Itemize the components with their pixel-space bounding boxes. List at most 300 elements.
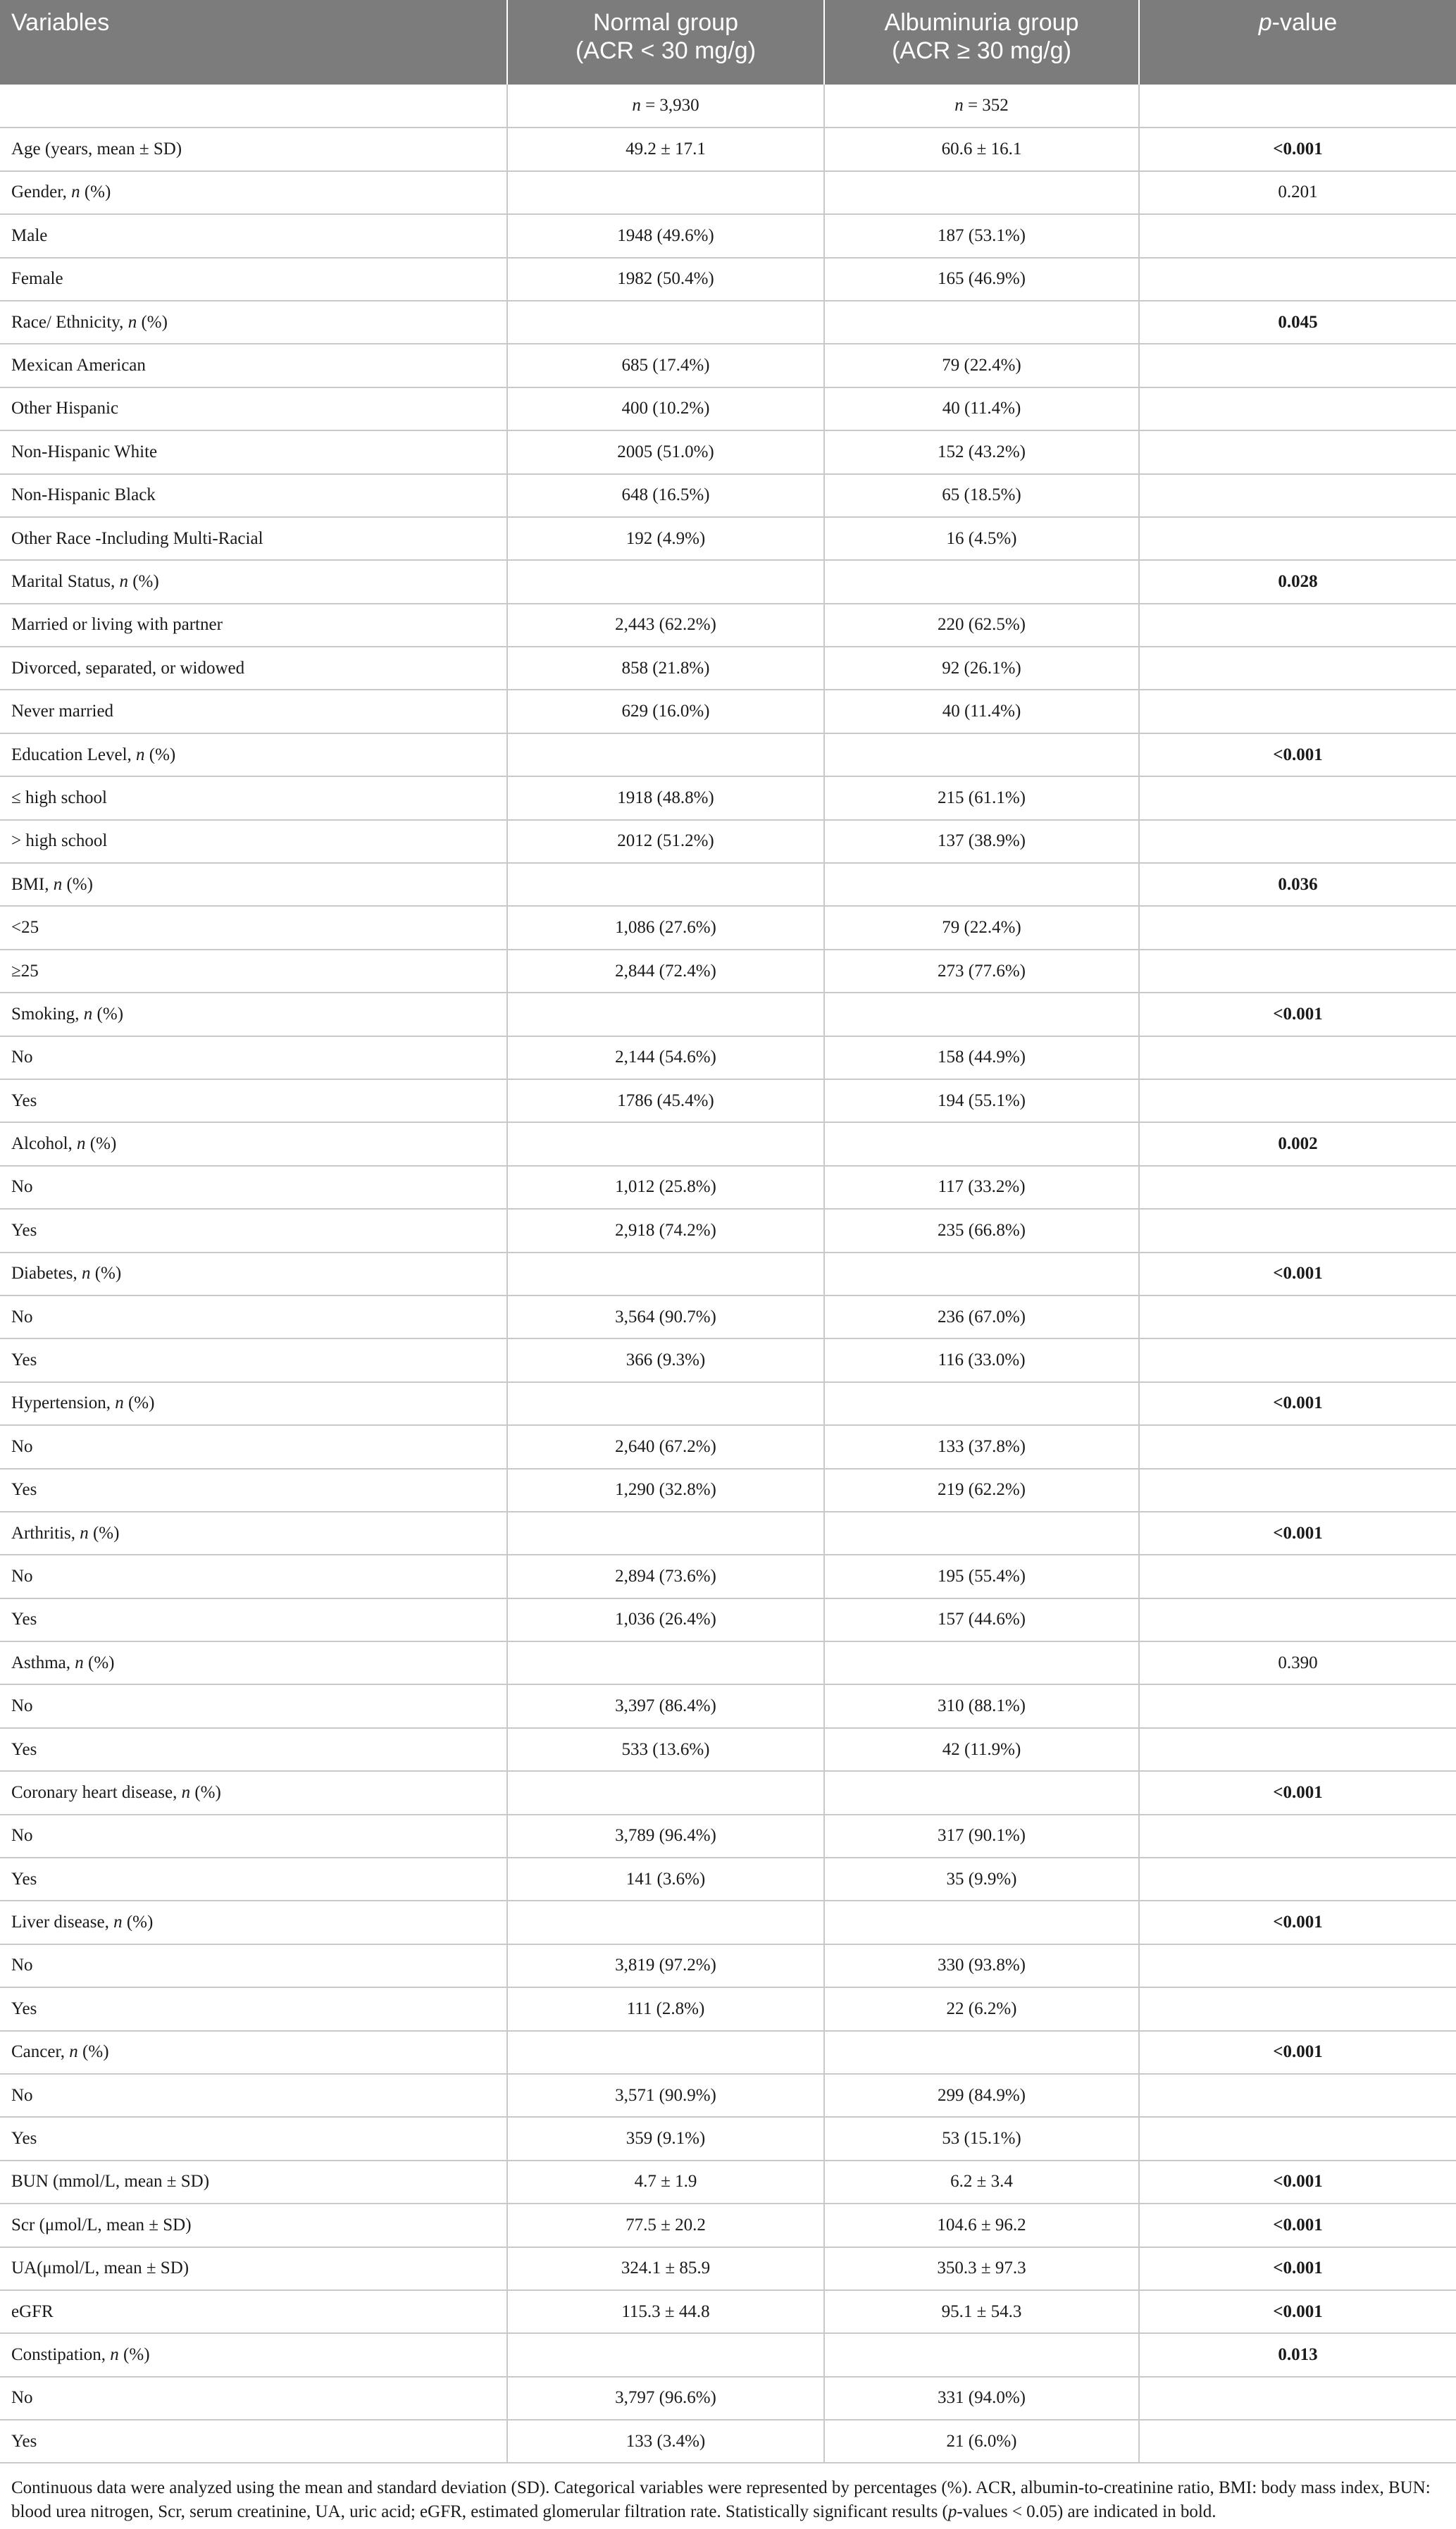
- variable-n-italic: n: [80, 1523, 89, 1543]
- cell-p-value: [1139, 1166, 1456, 1209]
- cell-normal-group: 3,819 (97.2%): [507, 1944, 824, 1987]
- cell-albuminuria-group: 152 (43.2%): [824, 430, 1139, 473]
- header-albuminuria-group: [824, 0, 1139, 85]
- variable-suffix: (%): [92, 1004, 124, 1024]
- cell-albuminuria-group: 219 (62.2%): [824, 1469, 1139, 1512]
- cell-albuminuria-group: 60.6 ± 16.1: [824, 128, 1139, 170]
- cell-albuminuria-group: 53 (15.1%): [824, 2117, 1139, 2160]
- variable-label: No: [11, 2388, 33, 2408]
- variable-label: Liver disease,: [11, 1913, 114, 1932]
- variable-label: No: [11, 1048, 33, 1067]
- cell-p-value: 0.390: [1139, 1641, 1456, 1684]
- n-value: = 3,930: [640, 96, 699, 116]
- cell-albuminuria-group: [824, 2333, 1139, 2376]
- cell-albuminuria-group: 42 (11.9%): [824, 1728, 1139, 1771]
- cell-variable: [0, 171, 507, 214]
- cell-variable: [0, 2117, 507, 2160]
- variable-label: Non-Hispanic White: [11, 442, 158, 461]
- cell-albuminuria-group: 116 (33.0%): [824, 1338, 1139, 1381]
- table-row: [0, 1858, 1456, 1901]
- cell-p-value: 0.002: [1139, 1122, 1456, 1165]
- variable-label: Other Hispanic: [11, 399, 119, 418]
- table-row: [0, 560, 1456, 603]
- variable-label: Non-Hispanic Black: [11, 485, 156, 505]
- cell-p-value: [1139, 1295, 1456, 1338]
- cell-variable: [0, 2290, 507, 2333]
- cell-albuminuria-group: 35 (9.9%): [824, 1858, 1139, 1901]
- variable-label: Yes: [11, 2431, 37, 2451]
- cell-variable: [0, 1209, 507, 1252]
- variable-label: UA(μmol/L, mean ± SD): [11, 2258, 189, 2278]
- table-row: [0, 1641, 1456, 1684]
- cell-p-value: [1139, 820, 1456, 863]
- variable-suffix: (%): [137, 312, 168, 332]
- cell-variable: [0, 1641, 507, 1684]
- variable-suffix: (%): [88, 1523, 120, 1543]
- cell-variable: [0, 2031, 507, 2074]
- variable-label: Yes: [11, 1350, 37, 1370]
- header-variables: Variables: [0, 0, 507, 85]
- n-symbol: n: [954, 96, 964, 116]
- cell-albuminuria-group: 16 (4.5%): [824, 517, 1139, 560]
- cell-variable: [0, 1728, 507, 1771]
- table-row: [0, 604, 1456, 647]
- variable-label: eGFR: [11, 2301, 54, 2321]
- cell-p-value: [1139, 1944, 1456, 1987]
- table-row: [0, 1425, 1456, 1468]
- table-row: [0, 1944, 1456, 1987]
- header-albumin-line2: (ACR ≥ 30 mg/g): [892, 37, 1071, 64]
- cell-albuminuria-group: [824, 1382, 1139, 1425]
- cell-albuminuria-group: 165 (46.9%): [824, 258, 1139, 301]
- cell-variable: [0, 1338, 507, 1381]
- cell-albuminuria-group: [824, 1253, 1139, 1295]
- variable-suffix: (%): [144, 745, 176, 764]
- cell-albuminuria-group: 187 (53.1%): [824, 214, 1139, 257]
- cell-albuminuria-group: [824, 733, 1139, 776]
- variable-label: Yes: [11, 2129, 37, 2149]
- variable-n-italic: n: [53, 874, 63, 894]
- footnote-part2: -values < 0.05) are indicated in bold.: [957, 2502, 1217, 2521]
- variable-n-italic: n: [113, 1913, 123, 1932]
- cell-p-value: [1139, 1728, 1456, 1771]
- cell-normal-group: 1,086 (27.6%): [507, 906, 824, 949]
- cell-normal-group: [507, 171, 824, 214]
- cell-p-value: <0.001: [1139, 1771, 1456, 1814]
- cell-albuminuria-group: [824, 2031, 1139, 2074]
- table-row: [0, 128, 1456, 170]
- cell-albuminuria-group: [824, 993, 1139, 1036]
- cell-normal-group: 3,397 (86.4%): [507, 1684, 824, 1727]
- cell-variable: [0, 1771, 507, 1814]
- cell-p-value: [1139, 1987, 1456, 2030]
- cell-p-value: [1139, 1209, 1456, 1252]
- cell-variable: [0, 1815, 507, 1858]
- cell-variable: [0, 85, 507, 128]
- cell-p-value: [1139, 85, 1456, 128]
- table-row: [0, 1901, 1456, 1944]
- cell-p-value: [1139, 647, 1456, 690]
- table-row: [0, 1295, 1456, 1338]
- table-row: [0, 1338, 1456, 1381]
- table-body: [0, 85, 1456, 2463]
- cell-p-value: [1139, 2117, 1456, 2160]
- variable-label: <25: [11, 918, 39, 938]
- table-row: [0, 1728, 1456, 1771]
- table-row: [0, 1166, 1456, 1209]
- cell-normal-group: [507, 993, 824, 1036]
- variable-suffix: (%): [83, 1653, 115, 1672]
- table-row: [0, 1382, 1456, 1425]
- cell-normal-group: 133 (3.4%): [507, 2420, 824, 2463]
- cell-albuminuria-group: [824, 1901, 1139, 1944]
- cell-variable: [0, 258, 507, 301]
- cell-normal-group: [507, 863, 824, 906]
- cell-normal-group: 77.5 ± 20.2: [507, 2204, 824, 2247]
- cell-albuminuria-group: 137 (38.9%): [824, 820, 1139, 863]
- cell-albuminuria-group: [824, 863, 1139, 906]
- variable-label: No: [11, 1696, 33, 1716]
- variable-label: Hypertension,: [11, 1393, 116, 1413]
- cell-variable: [0, 776, 507, 819]
- cell-normal-group: 359 (9.1%): [507, 2117, 824, 2160]
- cell-normal-group: 2,894 (73.6%): [507, 1555, 824, 1598]
- variable-label: No: [11, 1436, 33, 1456]
- cell-p-value: [1139, 906, 1456, 949]
- table-row: [0, 690, 1456, 733]
- cell-p-value: <0.001: [1139, 2204, 1456, 2247]
- variable-label: Constipation,: [11, 2345, 111, 2364]
- cell-p-value: <0.001: [1139, 1512, 1456, 1555]
- cell-albuminuria-group: 79 (22.4%): [824, 906, 1139, 949]
- table-footnote: [11, 2476, 1448, 2524]
- variable-n-italic: n: [181, 1782, 191, 1802]
- n-symbol: n: [632, 96, 641, 116]
- variable-label: No: [11, 1956, 33, 1975]
- cell-normal-group: 2,443 (62.2%): [507, 604, 824, 647]
- cell-albuminuria-group: 215 (61.1%): [824, 776, 1139, 819]
- table-row: [0, 214, 1456, 257]
- variable-label: No: [11, 1566, 33, 1586]
- header-normal-line1: Normal group: [593, 9, 738, 36]
- cell-variable: [0, 1512, 507, 1555]
- table-row: [0, 344, 1456, 387]
- cell-normal-group: 2012 (51.2%): [507, 820, 824, 863]
- cell-variable: [0, 647, 507, 690]
- cell-albuminuria-group: [824, 171, 1139, 214]
- cell-normal-group: 49.2 ± 17.1: [507, 128, 824, 170]
- table-row: [0, 258, 1456, 301]
- cell-albuminuria-group: 194 (55.1%): [824, 1079, 1139, 1122]
- variable-label: Yes: [11, 1090, 37, 1110]
- variable-suffix: (%): [118, 2345, 150, 2364]
- table-row: [0, 2204, 1456, 2247]
- cell-p-value: [1139, 604, 1456, 647]
- cell-normal-group: [507, 301, 824, 344]
- cell-variable: [0, 517, 507, 560]
- variable-label: BMI,: [11, 874, 54, 894]
- cell-variable: [0, 863, 507, 906]
- cell-p-value: 0.045: [1139, 301, 1456, 344]
- variable-label: Mexican American: [11, 356, 146, 375]
- cell-normal-group: 192 (4.9%): [507, 517, 824, 560]
- cell-albuminuria-group: 6.2 ± 3.4: [824, 2161, 1139, 2204]
- cell-variable: [0, 2420, 507, 2463]
- variable-n-italic: n: [71, 182, 80, 202]
- cell-variable: [0, 1901, 507, 1944]
- cell-albuminuria-group: 220 (62.5%): [824, 604, 1139, 647]
- variable-suffix: (%): [80, 182, 111, 202]
- variable-suffix: (%): [85, 1134, 117, 1154]
- cell-normal-group: 366 (9.3%): [507, 1338, 824, 1381]
- cell-variable: [0, 2161, 507, 2204]
- cell-variable: [0, 950, 507, 993]
- table-row: [0, 2031, 1456, 2074]
- cell-normal-group: 324.1 ± 85.9: [507, 2247, 824, 2290]
- table-row: [0, 301, 1456, 344]
- cell-albuminuria-group: 235 (66.8%): [824, 1209, 1139, 1252]
- table-row: [0, 776, 1456, 819]
- cell-p-value: [1139, 2377, 1456, 2420]
- cell-p-value: [1139, 1338, 1456, 1381]
- table-row: [0, 1771, 1456, 1814]
- variable-label: Male: [11, 225, 48, 245]
- cell-normal-group: 3,789 (96.4%): [507, 1815, 824, 1858]
- cell-variable: [0, 1987, 507, 2030]
- cell-variable: [0, 1295, 507, 1338]
- variable-label: Yes: [11, 1610, 37, 1629]
- cell-albuminuria-group: 117 (33.2%): [824, 1166, 1139, 1209]
- cell-variable: [0, 2333, 507, 2376]
- table-row: [0, 1815, 1456, 1858]
- cell-p-value: [1139, 344, 1456, 387]
- footnote-p-letter: p: [947, 2502, 957, 2521]
- cell-variable: [0, 214, 507, 257]
- cell-p-value: [1139, 387, 1456, 430]
- header-p-value: [1139, 0, 1456, 85]
- cell-albuminuria-group: 104.6 ± 96.2: [824, 2204, 1139, 2247]
- cell-albuminuria-group: [824, 560, 1139, 603]
- cell-p-value: <0.001: [1139, 2290, 1456, 2333]
- cell-p-value: [1139, 1858, 1456, 1901]
- cell-albuminuria-group: [824, 301, 1139, 344]
- cell-normal-group: 858 (21.8%): [507, 647, 824, 690]
- cell-normal-group: 1,290 (32.8%): [507, 1469, 824, 1512]
- variable-label: Yes: [11, 1220, 37, 1240]
- cell-normal-group: 400 (10.2%): [507, 387, 824, 430]
- variable-label: Cancer,: [11, 2042, 70, 2062]
- cell-normal-group: 1918 (48.8%): [507, 776, 824, 819]
- table-row: [0, 1079, 1456, 1122]
- cell-albuminuria-group: 330 (93.8%): [824, 1944, 1139, 1987]
- cell-normal-group: 1,012 (25.8%): [507, 1166, 824, 1209]
- cell-normal-group: 4.7 ± 1.9: [507, 2161, 824, 2204]
- header-normal-group: [507, 0, 824, 85]
- cell-p-value: [1139, 1815, 1456, 1858]
- cell-p-value: <0.001: [1139, 733, 1456, 776]
- variable-label: Scr (μmol/L, mean ± SD): [11, 2215, 192, 2235]
- cell-variable: [0, 1079, 507, 1122]
- table-row: [0, 2333, 1456, 2376]
- cell-variable: [0, 1858, 507, 1901]
- cell-normal-group: 141 (3.6%): [507, 1858, 824, 1901]
- cell-normal-group: 111 (2.8%): [507, 1987, 824, 2030]
- variable-suffix: (%): [122, 1913, 154, 1932]
- cell-variable: [0, 2377, 507, 2420]
- variable-suffix: (%): [90, 1264, 122, 1284]
- variable-label: Diabetes,: [11, 1264, 82, 1284]
- cell-variable: [0, 1944, 507, 1987]
- variable-label: ≤ high school: [11, 788, 107, 807]
- cell-variable: [0, 1036, 507, 1079]
- cell-normal-group: 629 (16.0%): [507, 690, 824, 733]
- cell-albuminuria-group: 22 (6.2%): [824, 1987, 1139, 2030]
- table-header-row: [0, 0, 1456, 85]
- cell-albuminuria-group: [824, 1771, 1139, 1814]
- cell-albuminuria-group: 331 (94.0%): [824, 2377, 1139, 2420]
- cell-normal-group: [507, 1901, 824, 1944]
- table-row: [0, 2290, 1456, 2333]
- cell-normal-group: [507, 1382, 824, 1425]
- header-albumin-line1: Albuminuria group: [884, 9, 1079, 36]
- cell-albuminuria-group: 317 (90.1%): [824, 1815, 1139, 1858]
- cell-albuminuria-group: 299 (84.9%): [824, 2074, 1139, 2117]
- cell-p-value: <0.001: [1139, 128, 1456, 170]
- cell-variable: [0, 1684, 507, 1727]
- variable-label: Yes: [11, 1480, 37, 1500]
- n-value: = 352: [963, 96, 1009, 116]
- table-row: [0, 733, 1456, 776]
- table-row: [0, 1209, 1456, 1252]
- cell-p-value: [1139, 950, 1456, 993]
- header-normal-line2: (ACR < 30 mg/g): [575, 37, 757, 64]
- cell-p-value: <0.001: [1139, 1253, 1456, 1295]
- table-row: [0, 1555, 1456, 1598]
- table-row: [0, 1036, 1456, 1079]
- cell-albuminuria-group: 236 (67.0%): [824, 1295, 1139, 1338]
- cell-p-value: <0.001: [1139, 1382, 1456, 1425]
- variable-label: Never married: [11, 702, 114, 721]
- cell-albuminuria-group: 133 (37.8%): [824, 1425, 1139, 1468]
- cell-normal-group: 2,844 (72.4%): [507, 950, 824, 993]
- variable-label: Other Race -Including Multi-Racial: [11, 528, 263, 548]
- cell-variable: [0, 1382, 507, 1425]
- cell-p-value: [1139, 430, 1456, 473]
- variable-label: Marital Status,: [11, 571, 120, 591]
- cell-normal-group: [507, 1122, 824, 1165]
- variable-label: Education Level,: [11, 745, 137, 764]
- variable-suffix: (%): [77, 2042, 109, 2062]
- cell-p-value: [1139, 1036, 1456, 1079]
- cell-normal-group: 1,036 (26.4%): [507, 1598, 824, 1641]
- cell-variable: [0, 387, 507, 430]
- cell-variable: [0, 128, 507, 170]
- cell-p-value: <0.001: [1139, 2161, 1456, 2204]
- cell-variable: [0, 430, 507, 473]
- cell-variable: [0, 2204, 507, 2247]
- cell-normal-group: 2,918 (74.2%): [507, 1209, 824, 1252]
- variable-suffix: (%): [62, 874, 93, 894]
- cell-p-value: [1139, 1684, 1456, 1727]
- variable-label: No: [11, 1826, 33, 1846]
- cell-p-value: <0.001: [1139, 1901, 1456, 1944]
- cell-variable: [0, 604, 507, 647]
- variable-n-italic: n: [83, 1004, 93, 1024]
- cell-p-value: [1139, 517, 1456, 560]
- cell-variable: [0, 1469, 507, 1512]
- cell-p-value: <0.001: [1139, 2247, 1456, 2290]
- variable-n-italic: n: [115, 1393, 124, 1413]
- table-row: [0, 171, 1456, 214]
- cell-variable: [0, 1425, 507, 1468]
- table-row: [0, 993, 1456, 1036]
- table-row: [0, 2117, 1456, 2160]
- variable-label: Smoking,: [11, 1004, 84, 1024]
- table-row: [0, 863, 1456, 906]
- variable-suffix: (%): [190, 1782, 221, 1802]
- table-row: [0, 2377, 1456, 2420]
- variable-n-italic: n: [77, 1134, 86, 1154]
- variable-n-italic: n: [69, 2042, 78, 2062]
- cell-variable: [0, 1122, 507, 1165]
- cell-p-value: 0.028: [1139, 560, 1456, 603]
- cell-p-value: [1139, 258, 1456, 301]
- variable-label: Coronary heart disease,: [11, 1782, 182, 1802]
- cell-p-value: 0.201: [1139, 171, 1456, 214]
- cell-normal-group: 533 (13.6%): [507, 1728, 824, 1771]
- cell-p-value: [1139, 1079, 1456, 1122]
- variable-label: Gender,: [11, 182, 72, 202]
- cell-variable: [0, 1598, 507, 1641]
- cell-normal-group: 115.3 ± 44.8: [507, 2290, 824, 2333]
- cell-albuminuria-group: 40 (11.4%): [824, 387, 1139, 430]
- cell-albuminuria-group: 195 (55.4%): [824, 1555, 1139, 1598]
- cell-variable: [0, 690, 507, 733]
- cell-normal-group: 2,144 (54.6%): [507, 1036, 824, 1079]
- table-row: [0, 1512, 1456, 1555]
- cell-p-value: [1139, 474, 1456, 517]
- footnote-part1: Continuous data were analyzed using the mean and standard deviation (SD). Categorical variables were represented by percentages (%). ACR, albumin-to-creatinine ratio, BMI: body mass index, BUN: blood urea nitrogen, Scr, serum creatinine, UA, uric acid; eGFR, estimated glomerular filtration rate. Statistically significant results (: [11, 2478, 1431, 2521]
- variable-label: > high school: [11, 831, 108, 851]
- cell-albuminuria-group: 65 (18.5%): [824, 474, 1139, 517]
- table-row: [0, 2074, 1456, 2117]
- cell-p-value: [1139, 2420, 1456, 2463]
- cell-albuminuria-group: 95.1 ± 54.3: [824, 2290, 1139, 2333]
- cell-normal-group: [507, 1641, 824, 1684]
- variable-label: BUN (mmol/L, mean ± SD): [11, 2172, 210, 2192]
- variable-n-italic: n: [119, 571, 128, 591]
- cell-p-value: [1139, 690, 1456, 733]
- cell-albuminuria-group: 92 (26.1%): [824, 647, 1139, 690]
- variable-label: ≥25: [11, 961, 39, 981]
- cell-normal-group: [507, 1512, 824, 1555]
- table-row: [0, 517, 1456, 560]
- cell-normal-group: 3,797 (96.6%): [507, 2377, 824, 2420]
- cell-p-value: <0.001: [1139, 993, 1456, 1036]
- cell-p-value: [1139, 214, 1456, 257]
- cell-normal-group: [507, 1771, 824, 1814]
- cell-p-value: [1139, 1598, 1456, 1641]
- cell-normal-group: 2005 (51.0%): [507, 430, 824, 473]
- cell-normal-group: [507, 85, 824, 128]
- cell-variable: [0, 993, 507, 1036]
- cell-variable: [0, 474, 507, 517]
- table-row: [0, 1253, 1456, 1295]
- variable-label: Yes: [11, 1869, 37, 1889]
- cell-albuminuria-group: 350.3 ± 97.3: [824, 2247, 1139, 2290]
- table-row: [0, 1122, 1456, 1165]
- cell-normal-group: [507, 733, 824, 776]
